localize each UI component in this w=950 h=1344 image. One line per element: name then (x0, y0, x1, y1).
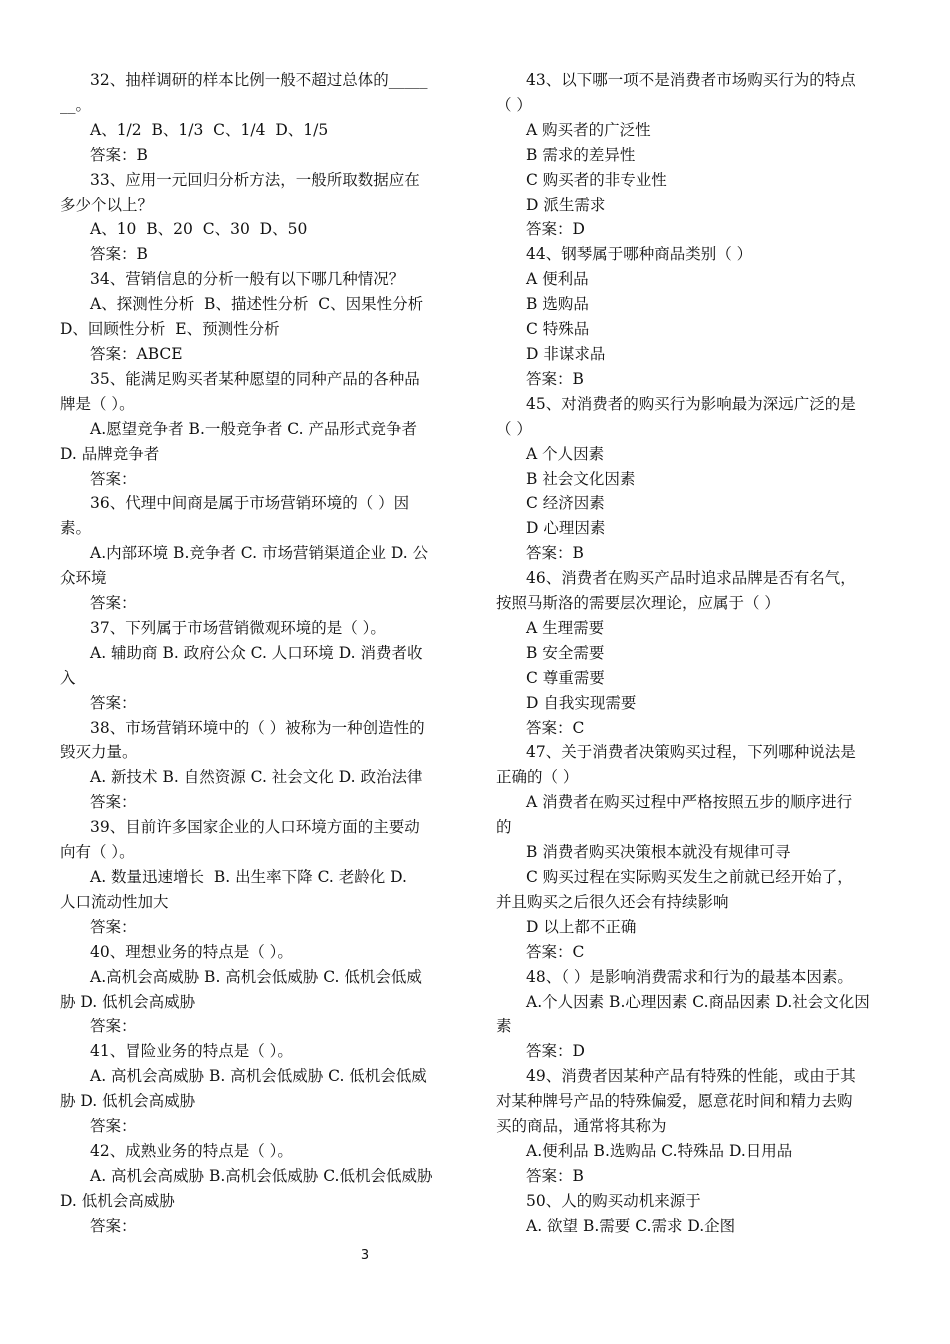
text-line: 40、理想业务的特点是（ ）。 (90, 942, 293, 961)
text-line: 正确的（ ） (496, 768, 579, 787)
text-line: C 特殊品 (526, 320, 590, 339)
text-line: 答案： (90, 469, 137, 488)
text-line: 答案：B (90, 145, 148, 164)
text-line: D. 品牌竞争者 (60, 444, 160, 463)
text-line: __。 (60, 95, 92, 114)
text-line: B 消费者购买决策根本就没有规律可寻 (526, 843, 791, 862)
text-line: A. 欲望 B.需要 C.需求 D.企图 (526, 1216, 736, 1235)
text-line: 答案： (90, 1216, 137, 1235)
text-line: 43、以下哪一项不是消费者市场购买行为的特点 (526, 71, 856, 89)
text-line: 答案：B (526, 369, 584, 388)
text-line: 答案： (90, 1017, 137, 1036)
text-line: A. 辅助商 B. 政府公众 C. 人口环境 D. 消费者收 (90, 643, 423, 662)
text-line: 众环境 (60, 569, 107, 588)
text-line: 多少个以上？ (60, 195, 154, 214)
text-line: 37、下列属于市场营销微观环境的是（ ）。 (90, 618, 386, 637)
text-line: D、回顾性分析 E、预测性分析 (60, 320, 280, 339)
text-line: A.高机会高威胁 B. 高机会低威胁 C. 低机会低威 (90, 967, 422, 986)
right-column (496, 68, 896, 1239)
text-line: A. 新技术 B. 自然资源 C. 社会文化 D. 政治法律 (90, 768, 423, 787)
text-line: C 尊重需要 (526, 668, 605, 687)
text-line: 答案：D (526, 220, 585, 239)
text-line: D 以上都不正确 (526, 917, 637, 936)
text-line: 对某种牌号产品的特殊偏爱，愿意花时间和精力去购 (496, 1092, 853, 1111)
text-line: 牌是（ ）。 (60, 394, 135, 413)
text-line: A、探测性分析 B、描述性分析 C、因果性分析 (90, 295, 424, 314)
text-line: A.便利品 B.选购品 C.特殊品 D.日用品 (526, 1141, 793, 1160)
text-line: B 安全需要 (526, 643, 605, 662)
text-line: （ ） (496, 95, 532, 114)
text-line: 50、人的购买动机来源于 (526, 1191, 701, 1210)
page-number: 3 (360, 1248, 370, 1263)
text-line: 39、目前许多国家企业的人口环境方面的主要动 (90, 818, 420, 837)
text-line: 45、对消费者的购买行为影响最为深远广泛的是 (526, 394, 856, 413)
text-line: 答案：B (526, 544, 584, 563)
text-line: 的 (496, 818, 512, 837)
text-line: A、1/2 B、1/3 C、1/4 D、1/5 (90, 120, 329, 139)
text-line: 答案： (90, 793, 137, 812)
text-line: A 便利品 (526, 270, 589, 289)
text-line: D 派生需求 (526, 195, 606, 214)
text-line: 并且购买之后很久还会有持续影响 (496, 892, 729, 911)
text-line: 答案：D (526, 1042, 585, 1061)
text-line: 32、抽样调研的样本比例一般不超过总体的_____ (90, 71, 428, 89)
text-line: B 社会文化因素 (526, 469, 636, 488)
text-line: 胁 D. 低机会高威胁 (60, 992, 196, 1011)
text-line: 38、市场营销环境中的（ ）被称为一种创造性的 (90, 718, 425, 737)
text-line: 素 (496, 1017, 512, 1036)
text-line: 胁 D. 低机会高威胁 (60, 1092, 196, 1111)
text-line: 按照马斯洛的需要层次理论，应属于（ ） (496, 594, 780, 613)
text-line: A.个人因素 B.心理因素 C.商品因素 D.社会文化因 (526, 992, 870, 1011)
text-line: （ ） (496, 419, 532, 438)
text-line: B 需求的差异性 (526, 145, 636, 164)
text-line: D 自我实现需要 (526, 693, 637, 712)
text-line: 49、消费者因某种产品有特殊的性能，或由于其 (526, 1067, 856, 1086)
text-line: 向有（ ）。 (60, 843, 135, 862)
text-line: 42、成熟业务的特点是（ ）。 (90, 1141, 293, 1160)
text-line: B 选购品 (526, 295, 589, 314)
text-line: 素。 (60, 519, 92, 538)
text-line: 答案：C (526, 942, 585, 961)
text-line: A. 高机会高威胁 B.高机会低威胁 C.低机会低威胁 (90, 1166, 433, 1185)
text-line: D 非谋求品 (526, 344, 606, 363)
text-line: A 消费者在购买过程中严格按照五步的顺序进行 (526, 793, 853, 812)
text-line: 入 (60, 668, 76, 687)
text-line: A.内部环境 B.竞争者 C. 市场营销渠道企业 D. 公 (90, 544, 429, 563)
text-line: 答案：B (90, 245, 148, 264)
text-line: 答案： (90, 693, 137, 712)
text-line: D 心理因素 (526, 519, 606, 538)
text-line: 答案：C (526, 718, 585, 737)
text-line: D. 低机会高威胁 (60, 1191, 175, 1210)
text-line: A、10 B、20 C、30 D、50 (90, 220, 308, 239)
text-line: 44、钢琴属于哪种商品类别（ ） (526, 245, 753, 264)
text-line: C 购买者的非专业性 (526, 170, 667, 189)
text-line: 答案：ABCE (90, 344, 183, 363)
text-line: 48、（ ）是影响消费需求和行为的最基本因素。 (526, 967, 853, 986)
text-line: A 生理需要 (526, 618, 605, 637)
text-line: 答案： (90, 594, 137, 613)
text-line: C 经济因素 (526, 494, 605, 513)
left-column (60, 68, 460, 1239)
text-line: 46、消费者在购买产品时追求品牌是否有名气， (526, 569, 856, 588)
text-line: A. 数量迅速增长 B. 出生率下降 C. 老龄化 D. (90, 868, 407, 886)
text-line: 36、代理中间商是属于市场营销环境的（ ）因 (90, 494, 410, 513)
text-line: 毁灭力量。 (60, 743, 138, 762)
text-line: A.愿望竞争者 B.一般竞争者 C. 产品形式竞争者 (90, 419, 417, 438)
text-line: 41、冒险业务的特点是（ ）。 (90, 1042, 293, 1061)
text-line: 答案： (90, 917, 137, 936)
text-line: 买的商品，通常将其称为 (496, 1117, 667, 1136)
text-line: 34、营销信息的分析一般有以下哪几种情况？ (90, 270, 405, 289)
text-line: A. 高机会高威胁 B. 高机会低威胁 C. 低机会低威 (90, 1067, 427, 1086)
text-line: 答案：B (526, 1166, 584, 1185)
text-line: 35、能满足购买者某种愿望的同种产品的各种品 (90, 369, 420, 388)
text-line: 答案： (90, 1117, 137, 1136)
text-line: 33、应用一元回归分析方法，一般所取数据应在 (90, 170, 420, 189)
text-line: A 购买者的广泛性 (526, 120, 651, 139)
text-line: C 购买过程在实际购买发生之前就已经开始了， (526, 868, 853, 886)
text-line: A 个人因素 (526, 444, 605, 463)
text-line: 47、关于消费者决策购买过程，下列哪种说法是 (526, 743, 856, 762)
text-line: 人口流动性加大 (60, 892, 169, 911)
